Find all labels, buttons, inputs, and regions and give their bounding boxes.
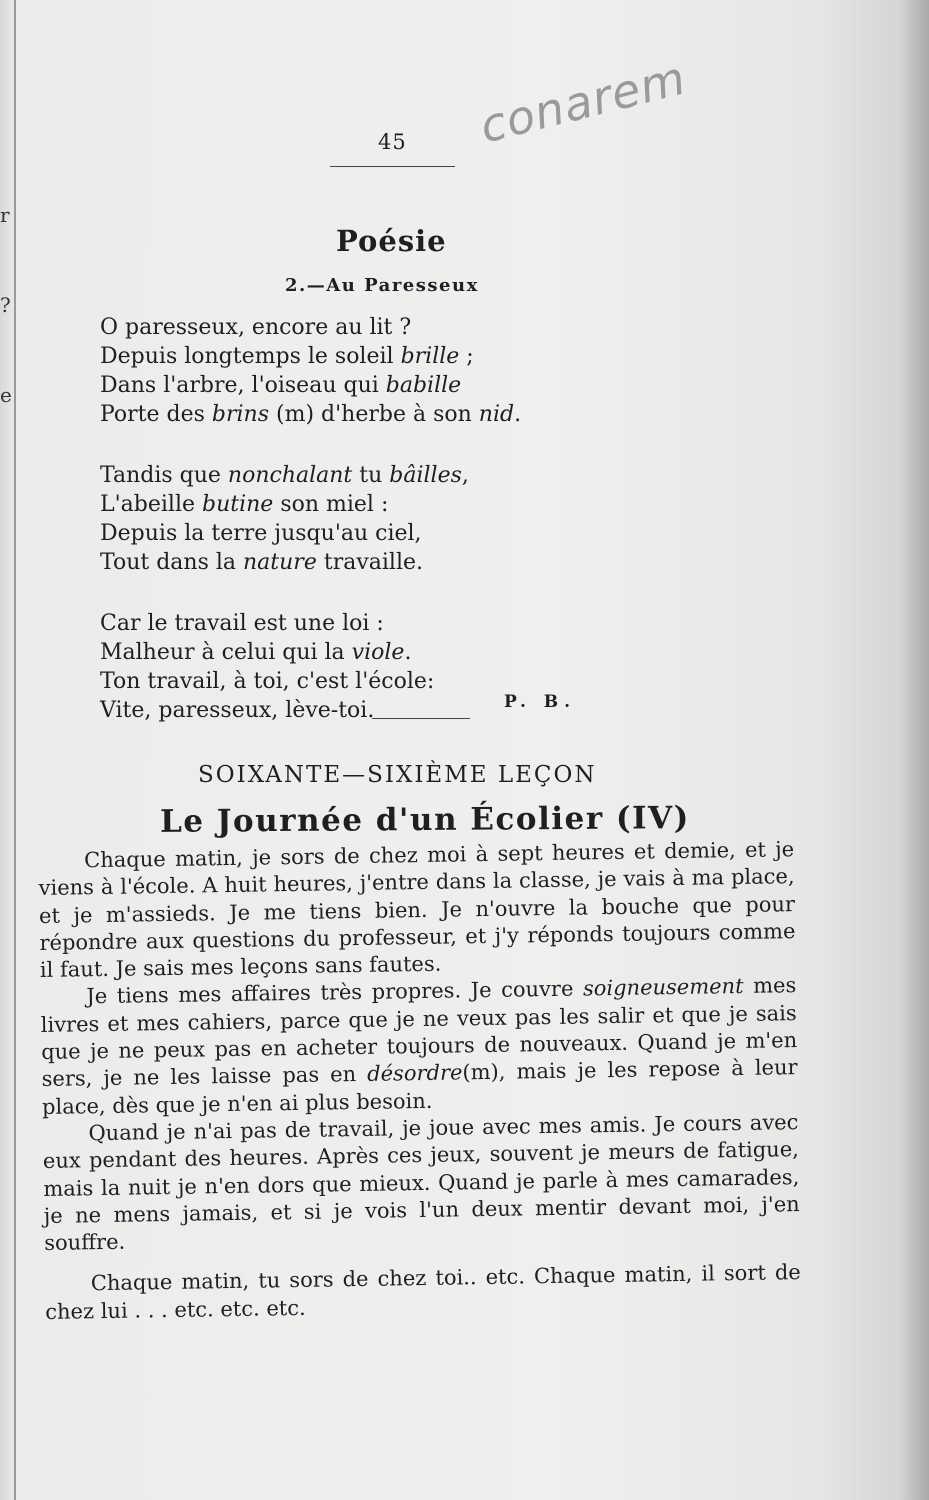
verse: Dans l'arbre, l'oiseau qui babille (100, 373, 462, 398)
verse: Depuis la terre jusqu'au ciel, (100, 521, 422, 546)
lesson-body (38, 836, 801, 1326)
poem-subtitle: 2.—Au Paresseux (285, 275, 479, 296)
page-edge-shadow (899, 0, 929, 1500)
poem (100, 313, 660, 757)
verse: Car le travail est une loi : (100, 611, 384, 636)
poem-author: P. B. (504, 692, 577, 712)
verse: Depuis longtemps le soleil brille ; (100, 344, 474, 369)
verse: Vite, paresseux, lève-toi. (100, 698, 375, 723)
paragraph: Quand je n'ai pas de travail, je joue avec mes amis. Je cours avec eux pendant des heures. Après ces jeux, souvent je meurs de fatigue, mais la nuit je n'en dors que mieux. Quand je parle à mes camarades, je ne mens jamais, et si je vois l'un deux mentir devant moi, j'en souffre. (42, 1110, 800, 1256)
page-number: 45 (378, 130, 407, 154)
verse: Tout dans la nature travaille. (100, 550, 423, 575)
margin-mark: ? (0, 293, 11, 317)
verse: Porte des brins (m) d'herbe à son nid. (100, 402, 522, 427)
exercise-paragraph: Chaque matin, tu sors de chez toi.. etc. Chaque matin, il sort de chez lui . . . etc. etc. etc. (45, 1260, 801, 1324)
stanza-2 (100, 461, 660, 577)
margin-mark: r (0, 203, 10, 227)
binding-edge (14, 0, 16, 1500)
paragraph: Chaque matin, je sors de chez moi à sept heures et demie, et je viens à l'école. A huit heures, j'entre dans la classe, je vais à ma place, et je m'assieds. Je me tiens bien. Je n'ouvre la bouche que pour répondre aux questions du professeur, et j'y réponds toujours comme il faut. Je sais mes leçons sans fautes. (38, 837, 796, 983)
handwritten-note: conarem (474, 50, 692, 154)
poem-end-rule (372, 718, 470, 719)
verse: Malheur à celui qui la viole. (100, 640, 412, 665)
margin-marks (0, 170, 12, 440)
section-title: Poésie (336, 224, 447, 258)
stanza-1 (100, 313, 660, 429)
verse: O paresseux, encore au lit ? (100, 315, 412, 340)
paragraph: Je tiens mes affaires très propres. Je couvre soigneusement mes livres et mes cahiers, parce que je ne veux pas les salir et que je sais que je ne peux pas en acheter toujours de nouveaux. Quand je m'en sers, je ne les laisse pas en désordre(m), mais je les repose à leur place, dès que je n'en ai plus besoin. (40, 973, 798, 1119)
lesson-heading: Le Journée d'un Écolier (IV) (159, 800, 690, 840)
margin-mark: e (0, 383, 12, 407)
verse: Ton travail, à toi, c'est l'école: (100, 669, 435, 694)
verse: L'abeille butine son miel : (100, 492, 389, 517)
verse: Tandis que nonchalant tu bâilles, (100, 463, 469, 488)
lesson-number-title: SOIXANTE—SIXIÈME LEÇON (198, 762, 597, 788)
page-number-rule (330, 166, 455, 167)
